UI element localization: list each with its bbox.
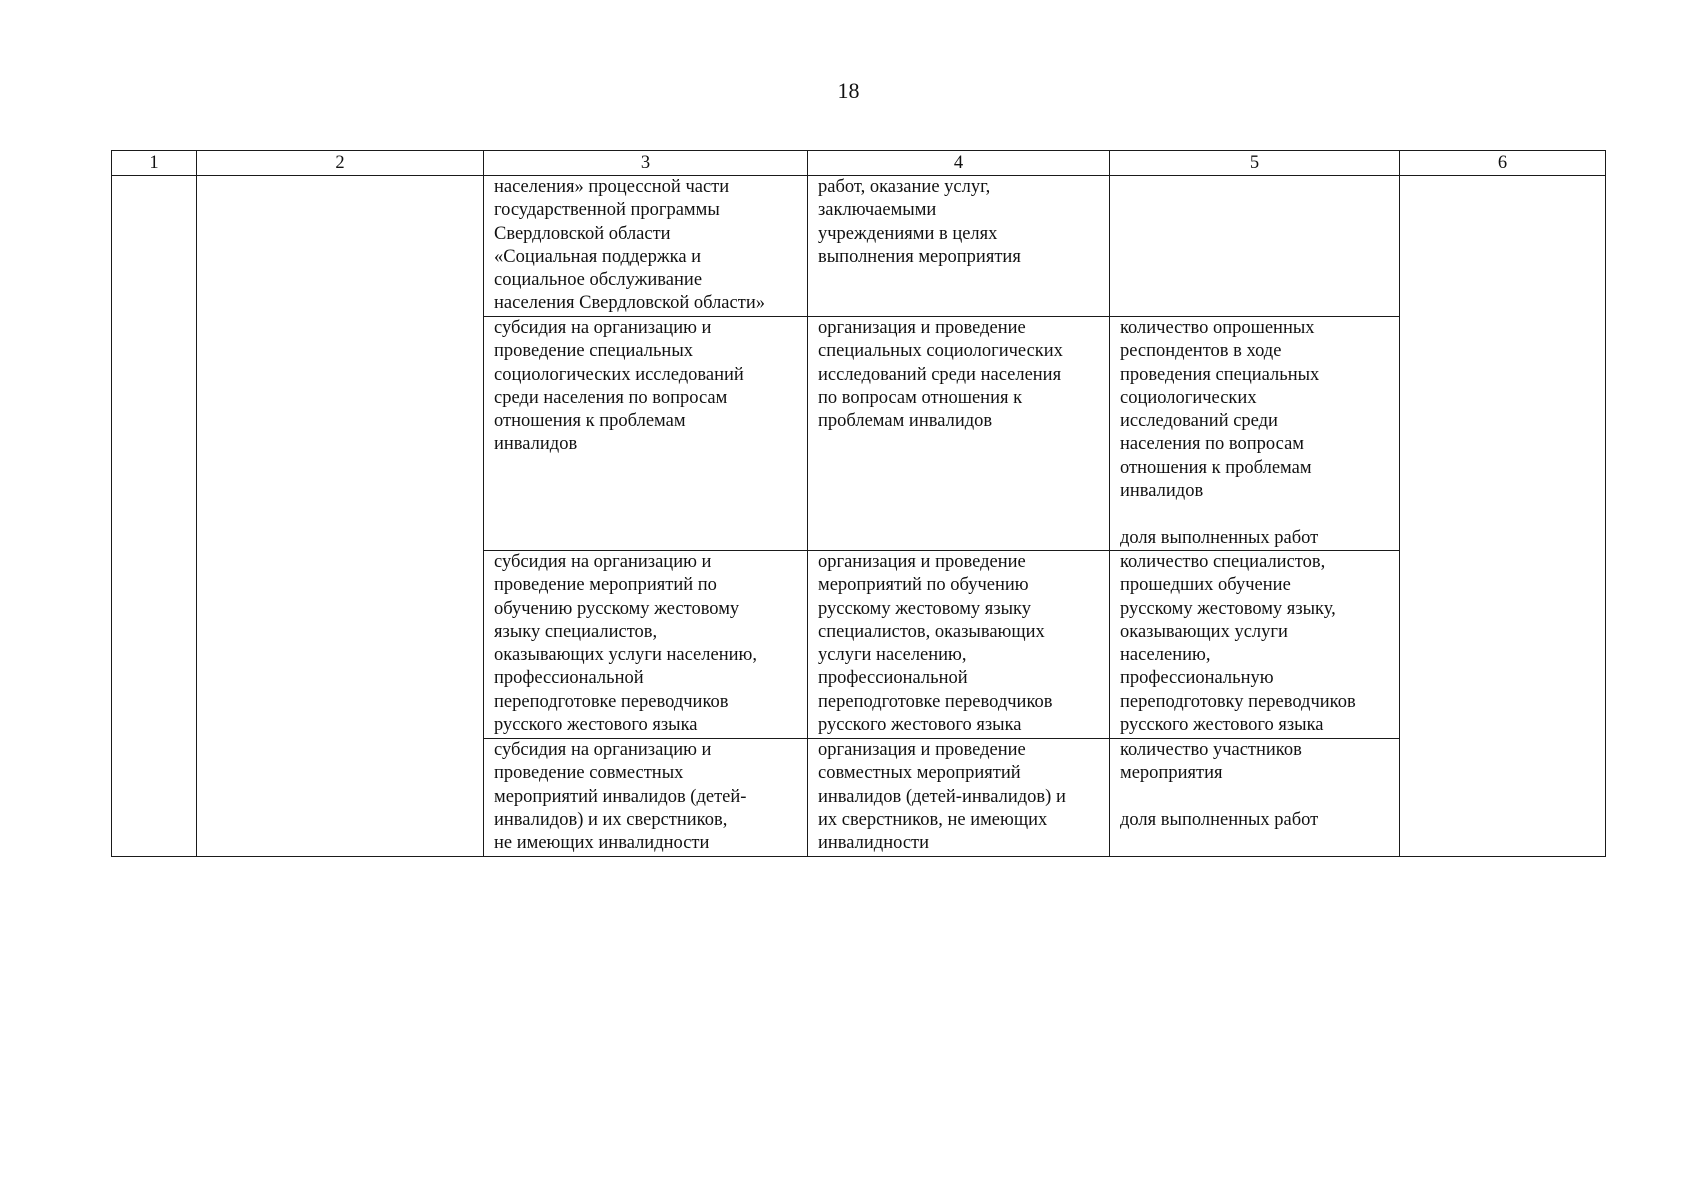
cell-text-line: переподготовке переводчиков [494, 691, 729, 712]
cell-text-line: совместных мероприятий [818, 763, 1021, 784]
cell-text-line: мероприятия [1120, 763, 1223, 784]
table-cell-col1 [112, 176, 197, 857]
table-cell-col5 [1110, 739, 1400, 857]
table-cell-col4 [808, 739, 1110, 857]
cell-text-line: профессиональную [1120, 668, 1274, 689]
cell-text-line: учреждениями в целях [818, 223, 998, 244]
cell-text-line: количество специалистов, [1120, 552, 1326, 572]
cell-text-line: инвалидов (детей-инвалидов) и [818, 786, 1066, 807]
cell-text-line: населения по вопросам [1120, 434, 1304, 455]
column-header: 1 [112, 151, 197, 176]
cell-text-line: субсидия на организацию и [494, 318, 712, 338]
cell-text-line: социологических [1120, 387, 1257, 408]
cell-text-line: отношения к проблемам [1120, 457, 1312, 478]
table-cell-col3 [484, 551, 808, 739]
cell-text-line: проведение специальных [494, 341, 694, 362]
cell-text-line: инвалидов) и их сверстников, [494, 809, 728, 830]
cell-text-line: среди населения по вопросам [494, 387, 728, 408]
cell-text-line: оказывающих услуги [1120, 621, 1288, 642]
cell-text-line: профессиональной [818, 668, 968, 689]
table-cell-col6 [1400, 176, 1606, 857]
cell-text-line: обучению русскому жестовому [494, 598, 740, 619]
cell-text-line: субсидия на организацию и [494, 552, 712, 572]
cell-text-line: русскому жестовому языку [818, 598, 1032, 619]
table-cell-col3 [484, 176, 808, 317]
cell-text-line: заключаемыми [818, 200, 937, 221]
cell-text-line: мероприятий по обучению [818, 575, 1029, 596]
blank-line [1120, 503, 1391, 526]
table-row [112, 176, 1606, 317]
cell-text-line: социологических исследований [494, 364, 744, 385]
cell-text-line: мероприятий инвалидов (детей- [494, 786, 747, 807]
cell-text-line: населению, [1120, 645, 1211, 666]
cell-text-line: переподготовке переводчиков [818, 691, 1053, 712]
cell-text-line: «Социальная поддержка и [494, 246, 702, 267]
cell-text-line: проведения специальных [1120, 364, 1320, 385]
cell-text-line: инвалидности [818, 833, 930, 854]
table-cell-col4 [808, 176, 1110, 317]
cell-text-line: русскому жестовому языку, [1120, 598, 1336, 619]
cell-text-line: работ, оказание услуг, [818, 177, 991, 197]
cell-text-line: населения Свердловской области» [494, 293, 765, 314]
cell-text-line: исследований среди [1120, 411, 1278, 432]
cell-text-line: переподготовку переводчиков [1120, 691, 1356, 712]
column-header: 3 [484, 151, 808, 176]
cell-text-line: инвалидов [494, 434, 578, 455]
cell-text-line: Свердловской области [494, 223, 671, 244]
cell-text-line: государственной программы [494, 200, 720, 221]
table-cell-col3 [484, 739, 808, 857]
cell-text-line: языку специалистов, [494, 621, 658, 642]
cell-text-line: респондентов в ходе [1120, 341, 1282, 362]
cell-text-line: специалистов, оказывающих [818, 621, 1045, 642]
cell-text-line: не имеющих инвалидности [494, 833, 710, 854]
cell-text-line: доля выполненных работ [1120, 809, 1319, 830]
cell-text-line: организация и проведение [818, 318, 1026, 338]
cell-text-line: русского жестового языка [494, 715, 698, 736]
cell-text-line: инвалидов [1120, 481, 1204, 502]
page-number: 18 [837, 78, 860, 103]
cell-text-line: проблемам инвалидов [818, 411, 993, 432]
cell-text-line: количество участников [1120, 740, 1302, 760]
cell-text-line: организация и проведение [818, 552, 1026, 572]
column-header: 5 [1110, 151, 1400, 176]
table-cell-col5 [1110, 317, 1400, 551]
table-cell-col5 [1110, 176, 1400, 317]
table-cell-col4 [808, 317, 1110, 551]
column-header: 4 [808, 151, 1110, 176]
cell-text-line: оказывающих услуги населению, [494, 645, 757, 666]
cell-text-line: количество опрошенных [1120, 318, 1315, 338]
table-cell-col2 [197, 176, 484, 857]
table-cell-col4 [808, 551, 1110, 739]
cell-text-line: профессиональной [494, 668, 644, 689]
blank-line [1120, 786, 1391, 809]
cell-text-line: по вопросам отношения к [818, 387, 1023, 408]
data-table [111, 150, 1606, 857]
column-header: 2 [197, 151, 484, 176]
cell-text-line: русского жестового языка [818, 715, 1022, 736]
cell-text-line: специальных социологических [818, 341, 1063, 362]
cell-text-line: социальное обслуживание [494, 270, 703, 291]
table-header-row [112, 151, 1606, 176]
cell-text-line: проведение совместных [494, 763, 684, 784]
table-body [112, 176, 1606, 857]
cell-text-line: исследований среди населения [818, 364, 1062, 385]
cell-text-line: проведение мероприятий по [494, 575, 717, 596]
table-cell-col5 [1110, 551, 1400, 739]
cell-text-line: услуги населению, [818, 645, 967, 666]
cell-text-line: выполнения мероприятия [818, 246, 1021, 267]
table-cell-col3 [484, 317, 808, 551]
cell-text-line: прошедших обучение [1120, 575, 1291, 596]
cell-text-line: субсидия на организацию и [494, 740, 712, 760]
cell-text-line: русского жестового языка [1120, 715, 1324, 736]
cell-text-line: доля выполненных работ [1120, 527, 1319, 548]
cell-text-line: отношения к проблемам [494, 411, 686, 432]
cell-text-line: организация и проведение [818, 740, 1026, 760]
cell-text-line: населения» процессной части [494, 177, 730, 197]
cell-text-line: их сверстников, не имеющих [818, 809, 1048, 830]
column-header: 6 [1400, 151, 1606, 176]
